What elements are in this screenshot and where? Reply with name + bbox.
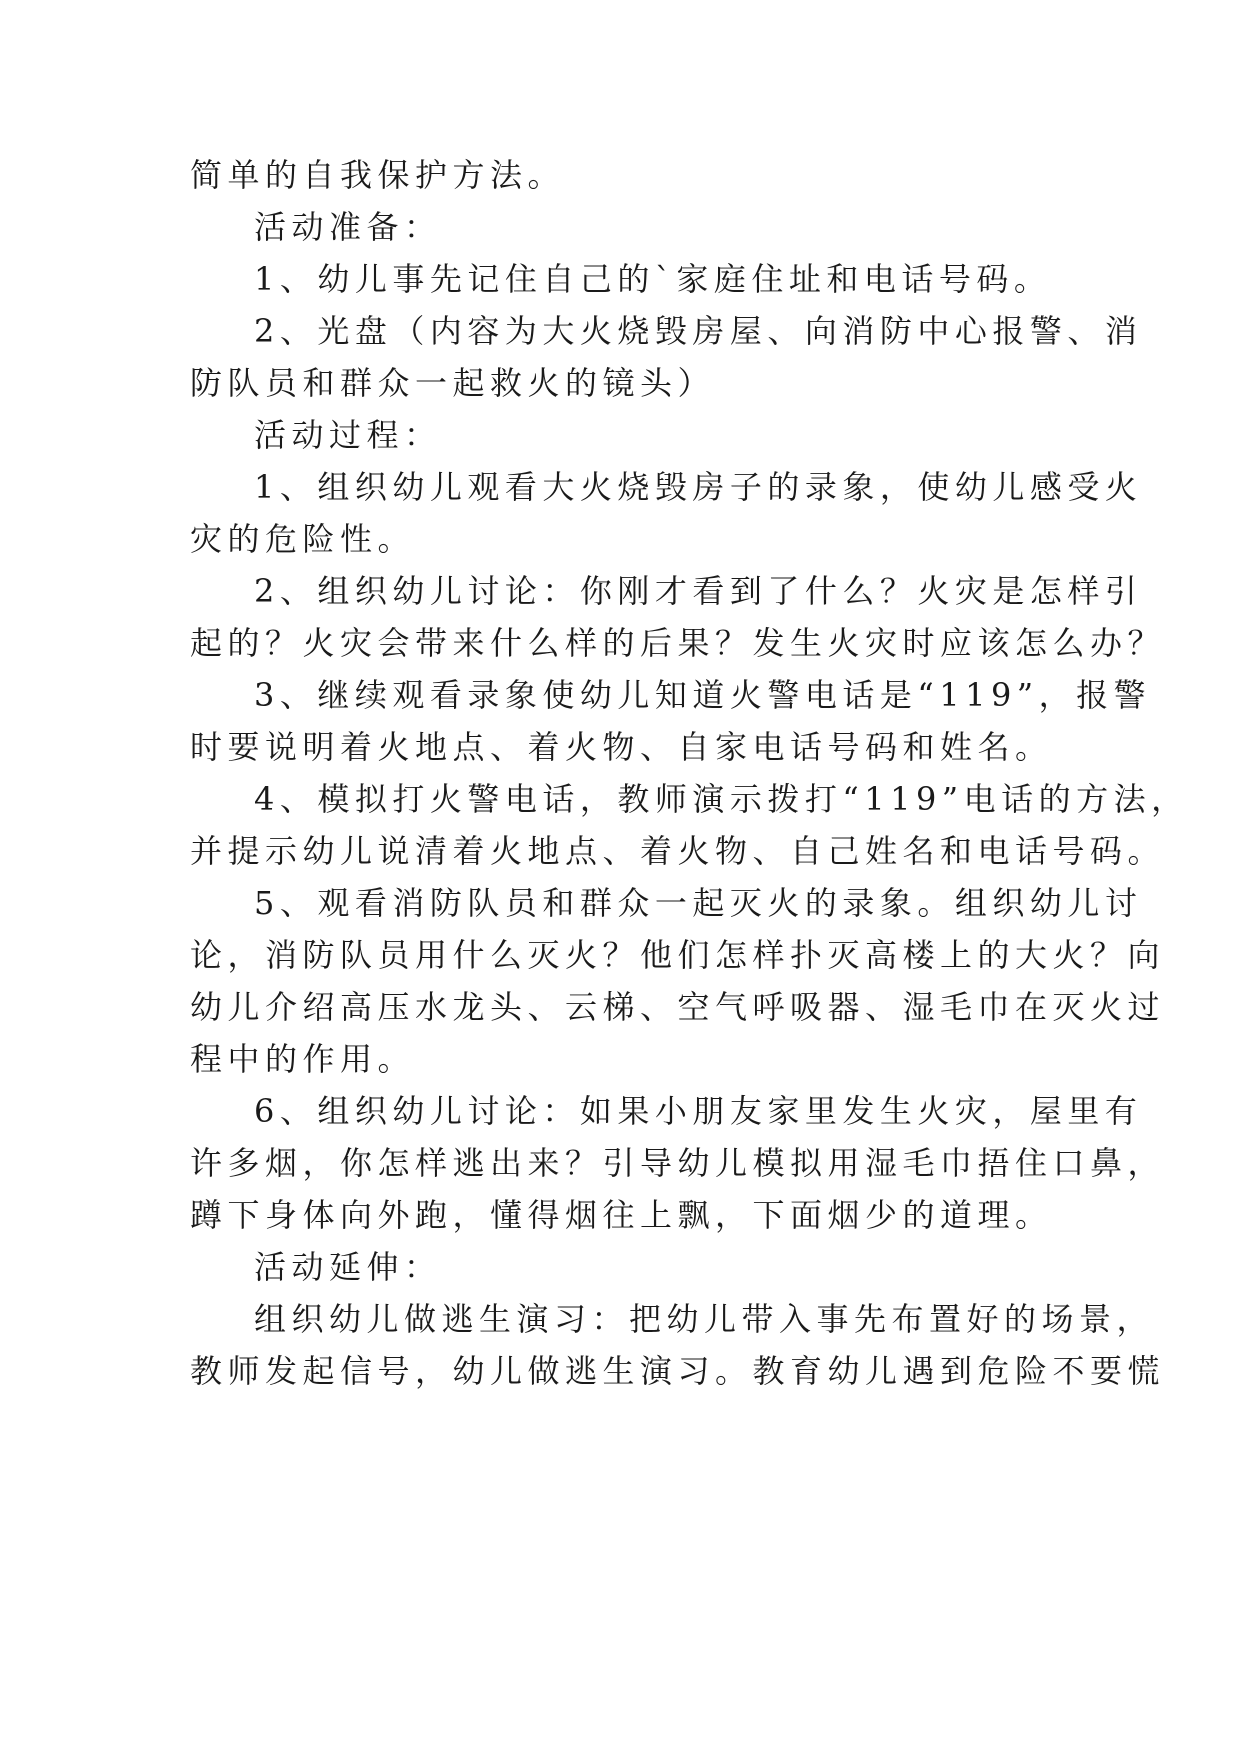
text-line: 5、观看消防队员和群众一起灭火的录象。组织幼儿讨 <box>254 884 1143 922</box>
section-heading-process: 活动过程： <box>254 416 442 454</box>
text-line: 起的？火灾会带来什么样的后果？发生火灾时应该怎么办？ <box>190 624 1166 662</box>
text-line: 1、组织幼儿观看大火烧毁房子的录象，使幼儿感受火 <box>254 468 1143 506</box>
text-line: 教师发起信号，幼儿做逃生演习。教育幼儿遇到危险不要慌 <box>190 1352 1166 1390</box>
text-line: 并提示幼儿说清着火地点、着火物、自己姓名和电话号码。 <box>190 832 1166 870</box>
text-line: 简单的自我保护方法。 <box>190 156 566 194</box>
text-line: 3、继续观看录象使幼儿知道火警电话是“119”，报警 <box>254 676 1152 714</box>
section-heading-preparation: 活动准备： <box>254 208 442 246</box>
text-line: 防队员和群众一起救火的镜头） <box>190 364 716 402</box>
text-line: 2、组织幼儿讨论：你刚才看到了什么？火灾是怎样引 <box>254 572 1143 610</box>
text-line: 2、光盘（内容为大火烧毁房屋、向消防中心报警、消 <box>254 312 1143 350</box>
text-line: 幼儿介绍高压水龙头、云梯、空气呼吸器、湿毛巾在灭火过 <box>190 988 1166 1026</box>
text-line: 4、模拟打火警电话，教师演示拨打“119”电话的方法， <box>254 780 1189 818</box>
text-line: 论，消防队员用什么灭火？他们怎样扑灭高楼上的大火？向 <box>190 936 1166 974</box>
text-line: 组织幼儿做逃生演习：把幼儿带入事先布置好的场景， <box>254 1300 1155 1338</box>
text-line: 蹲下身体向外跑，懂得烟往上飘，下面烟少的道理。 <box>190 1196 1053 1234</box>
text-line: 许多烟，你怎样逃出来？引导幼儿模拟用湿毛巾捂住口鼻， <box>190 1144 1166 1182</box>
text-line: 灾的危险性。 <box>190 520 416 558</box>
section-heading-extension: 活动延伸： <box>254 1248 442 1286</box>
text-line: 时要说明着火地点、着火物、自家电话号码和姓名。 <box>190 728 1053 766</box>
text-line: 1、幼儿事先记住自己的`家庭住址和电话号码。 <box>254 260 1052 298</box>
text-line: 6、组织幼儿讨论：如果小朋友家里发生火灾，屋里有 <box>254 1092 1143 1130</box>
text-line: 程中的作用。 <box>190 1040 416 1078</box>
